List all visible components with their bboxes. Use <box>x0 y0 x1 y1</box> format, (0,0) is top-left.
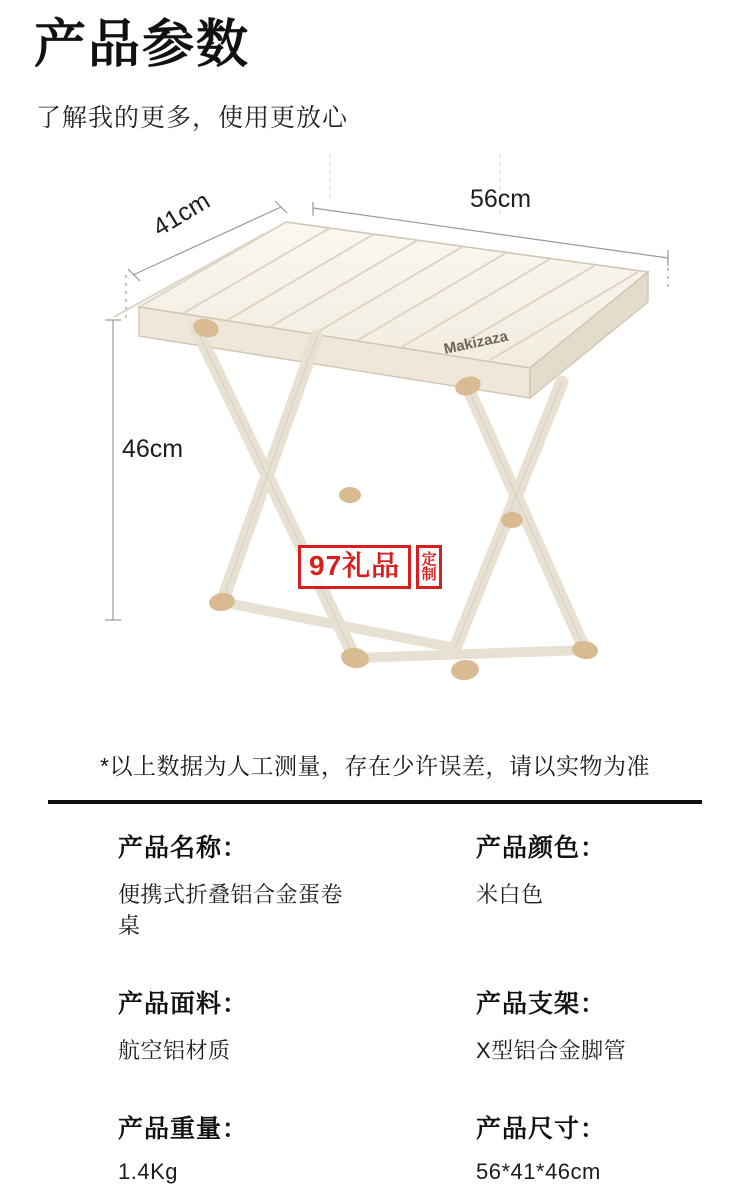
dimension-depth-label: 41cm <box>148 186 215 243</box>
table-top <box>114 222 648 398</box>
spec-item-product-size <box>360 1109 750 1185</box>
watermark-side-line1: 定 <box>421 551 437 569</box>
spec-value: 米白色 <box>476 882 544 907</box>
spec-value: 1.4Kg <box>118 1159 178 1184</box>
spec-value: 航空铝材质 <box>118 1038 231 1063</box>
folding-table-drawing <box>0 150 750 710</box>
page-subtitle: 了解我的更多，使用更放心 <box>36 104 349 132</box>
spec-item-product-frame <box>360 984 750 1065</box>
dimension-width-label: 56cm <box>470 185 532 213</box>
watermark-side-line2: 制 <box>421 566 437 584</box>
product-illustration <box>0 150 750 710</box>
measurement-note: *以上数据为人工测量，存在少许误差，请以实物为准 <box>100 753 650 779</box>
spec-key: 产品支架： <box>476 990 607 1018</box>
spec-value: 便携式折叠铝合金蛋卷桌 <box>118 882 344 938</box>
spec-key: 产品重量： <box>118 1115 249 1143</box>
brand-mark: Makizaza <box>442 327 510 358</box>
section-divider <box>48 800 702 804</box>
spec-item-product-color <box>360 828 750 940</box>
watermark-side-text <box>416 545 442 589</box>
spec-value: X型铝合金脚管 <box>476 1038 627 1063</box>
spec-key: 产品尺寸： <box>476 1115 607 1143</box>
spec-value: 56*41*46cm <box>476 1159 601 1184</box>
spec-grid <box>0 828 750 1185</box>
watermark <box>298 545 442 589</box>
spec-item-product-name <box>0 828 360 940</box>
spec-item-product-weight <box>0 1109 360 1185</box>
spec-item-product-material <box>0 984 360 1065</box>
page-title: 产品参数 <box>34 16 251 74</box>
watermark-main-text: 97礼品 <box>298 545 411 589</box>
spec-key: 产品名称： <box>118 834 249 862</box>
dimension-height-label: 46cm <box>122 435 184 463</box>
spec-key: 产品面料： <box>118 990 249 1018</box>
spec-key: 产品颜色： <box>476 834 607 862</box>
